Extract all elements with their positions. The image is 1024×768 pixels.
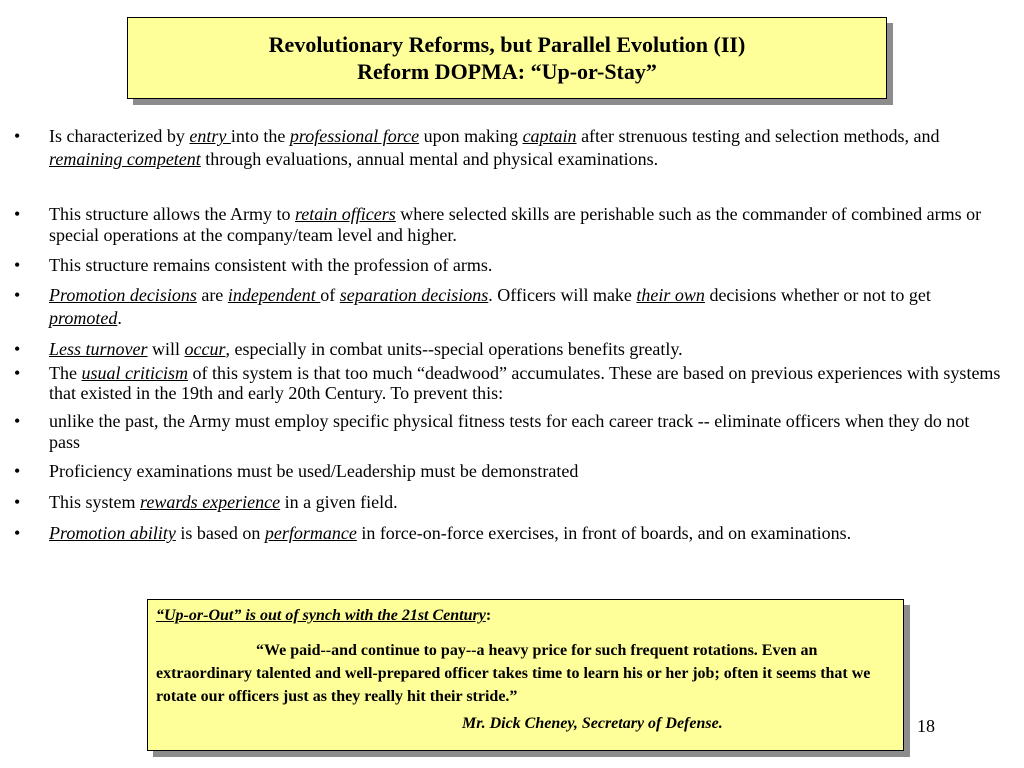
bullet-text: in a given field. bbox=[280, 492, 398, 512]
bullet-text: , especially in combat units--special operations benefits greatly. bbox=[225, 339, 683, 359]
emphasis-text: retain officers bbox=[294, 204, 396, 224]
emphasis-text: promoted bbox=[49, 308, 118, 328]
bullet-item bbox=[14, 204, 1004, 246]
bullet-text: after strenuous testing and selection methods, and bbox=[576, 126, 940, 146]
emphasis-text: their own bbox=[636, 285, 705, 305]
quote-box bbox=[147, 599, 904, 751]
bullet-text: Proficiency examinations must be used/Leadership must be demonstrated bbox=[49, 461, 579, 481]
bullet-text: of bbox=[320, 285, 340, 305]
bullet-text: in force-on-force exercises, in front of boards, and on examinations. bbox=[356, 523, 852, 543]
bullet-text: where selected skills are perishable such as the commander of combined arms or special operations at the company/team level and higher. bbox=[49, 204, 982, 245]
bullet-text: is based on bbox=[175, 523, 265, 543]
bullet-text: decisions whether or not to get bbox=[704, 285, 931, 305]
bullet-item bbox=[14, 125, 1004, 194]
bullet-text: This structure allows the Army to bbox=[49, 204, 295, 224]
emphasis-text: Less turnover bbox=[49, 339, 148, 359]
bullet-item bbox=[14, 460, 1004, 483]
bullet-item bbox=[14, 363, 1004, 403]
emphasis-text: professional force bbox=[289, 126, 420, 146]
bullet-list bbox=[14, 125, 1004, 545]
bullet-text: upon making bbox=[419, 126, 523, 146]
emphasis-text: Promotion ability bbox=[49, 523, 176, 543]
title-box bbox=[127, 17, 887, 99]
quote-text: “We paid--and continue to pay--a heavy price for such frequent rotations. Even an extraordinary talented and well-prepared officer takes time to learn his or her job; often it seems that we rotate our officers just as they really hit their stride.” bbox=[156, 642, 871, 705]
bullet-text: This system bbox=[49, 492, 141, 512]
bullet-text: unlike the past, the Army must employ specific physical fitness tests for each career track -- eliminate officers when they do not pass bbox=[49, 411, 970, 452]
bullet-text: The bbox=[49, 363, 82, 383]
bullet-text: are bbox=[196, 285, 228, 305]
emphasis-text: entry bbox=[189, 126, 231, 146]
bullet-text: Is characterized by bbox=[49, 126, 190, 146]
emphasis-text: separation decisions bbox=[339, 285, 489, 305]
bullet-text: . Officers will make bbox=[488, 285, 637, 305]
emphasis-text: remaining competent bbox=[49, 149, 201, 169]
quote-heading-text: “Up-or-Out” is out of synch with the 21st Century bbox=[156, 607, 486, 624]
emphasis-text: performance bbox=[264, 523, 357, 543]
bullet-text: of this system is that too much “deadwood” accumulates. These are based on previous experiences with systems that existed in the 19th and early 20th Century. To prevent this: bbox=[49, 363, 1001, 403]
emphasis-text: independent bbox=[227, 285, 321, 305]
bullet-text: into the bbox=[230, 126, 290, 146]
quote-heading bbox=[156, 604, 895, 627]
bullet-item bbox=[14, 491, 1004, 514]
bullet-text: will bbox=[147, 339, 185, 359]
emphasis-text: occur bbox=[184, 339, 226, 359]
emphasis-text: Promotion decisions bbox=[49, 285, 197, 305]
bullet-item bbox=[14, 338, 1004, 361]
slide-title: Revolutionary Reforms, but Parallel Evolution (II) bbox=[268, 32, 746, 57]
emphasis-text: captain bbox=[522, 126, 577, 146]
page-number: 18 bbox=[917, 716, 935, 736]
emphasis-text: usual criticism bbox=[81, 363, 188, 383]
bullet-item bbox=[14, 284, 1004, 330]
bullet-text: . bbox=[117, 308, 122, 328]
emphasis-text: rewards experience bbox=[140, 492, 281, 512]
bullet-item bbox=[14, 254, 1004, 277]
bullet-text: This structure remains consistent with the profession of arms. bbox=[49, 255, 493, 275]
slide-subtitle: Reform DOPMA: “Up-or-Stay” bbox=[357, 59, 657, 84]
bullet-item bbox=[14, 411, 1004, 453]
quote-attribution: Mr. Dick Cheney, Secretary of Defense. bbox=[462, 715, 723, 732]
bullet-text: through evaluations, annual mental and physical examinations. bbox=[200, 149, 659, 169]
quote-heading-colon: : bbox=[485, 607, 492, 624]
bullet-item bbox=[14, 522, 1004, 545]
